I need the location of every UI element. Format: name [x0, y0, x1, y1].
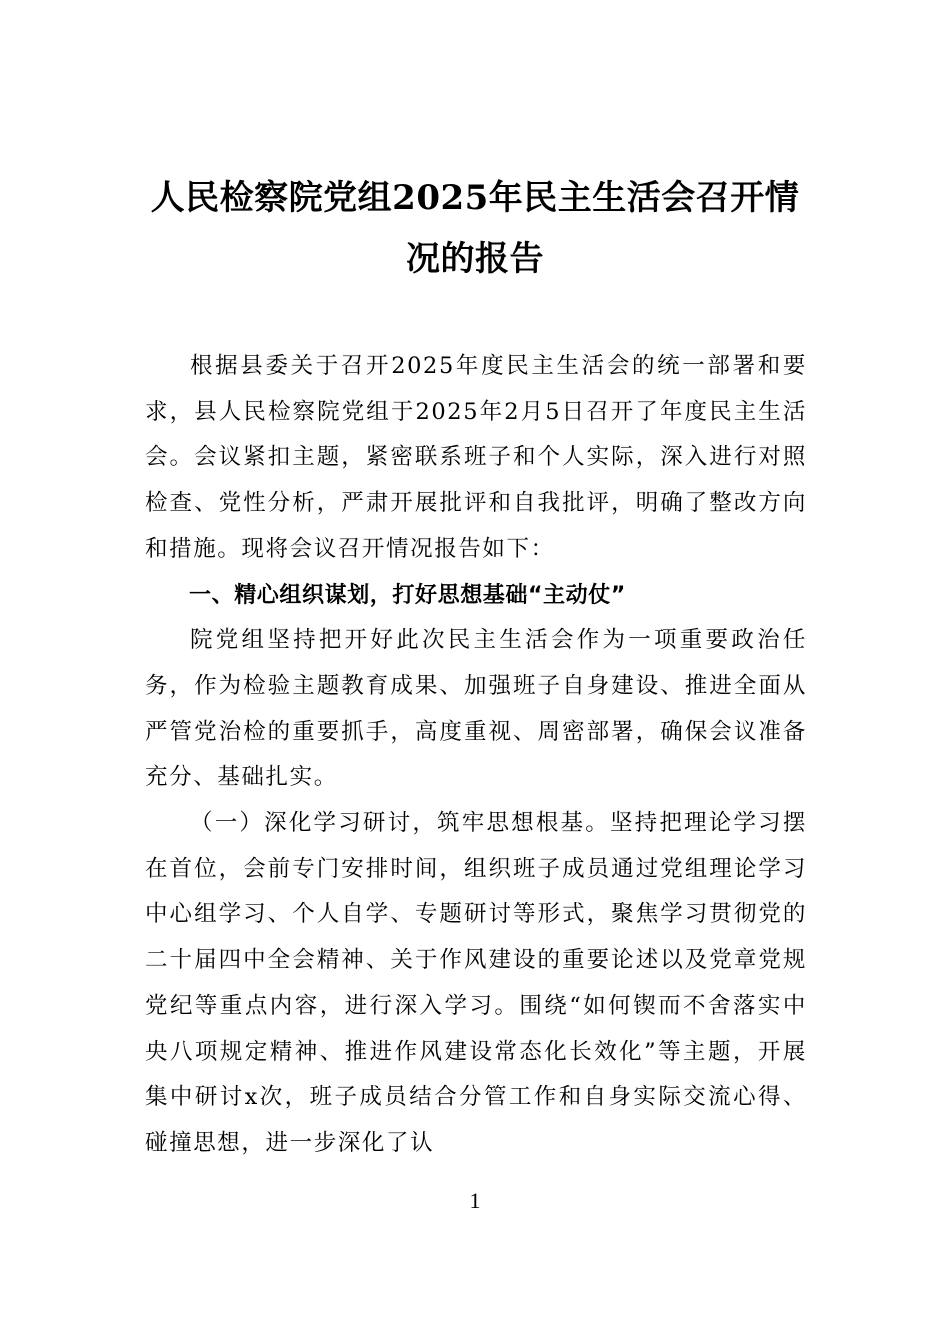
- subsection-paragraph: （一）深化学习研讨，筑牢思想根基。坚持把理论学习摆在首位，会前专门安排时间，组织班子成员通过党组理论学习中心组学习、个人自学、专题研讨等形式，聚焦学习贯彻党的二十届四中全会精神、关于作风建设的重要论述以及党章党规党纪等重点内容，进行深入学习。围绕“如何锲而不舍落实中央八项规定精神、推进作风建设常态化长效化”等主题，开展集中研讨x次，班子成员结合分管工作和自身实际交流心得、碰撞思想，进一步深化了认: [145, 810, 807, 1156]
- section-paragraph: 院党组坚持把开好此次民主生活会作为一项重要政治任务，作为检验主题教育成果、加强班子自身建设、推进全面从严管党治检的重要抓手，高度重视、周密部署，确保会议准备充分、基础扎实。: [145, 627, 807, 791]
- document-body: [145, 344, 807, 1167]
- document-title: 人民检察院党组2025年民主生活会召开情况的报告: [150, 178, 800, 279]
- page-number: 1: [469, 1188, 481, 1213]
- intro-paragraph: 根据县委关于召开2025年度民主生活会的统一部署和要求，县人民检察院党组于2025年2月5日召开了年度民主生活会。会议紧扣主题，紧密联系班子和个人实际，深入进行对照检查、党性分析，严肃开展批评和自我批评，明确了整改方向和措施。现将会议召开情况报告如下：: [145, 353, 807, 562]
- section-heading: 一、精心组织谋划，打好思想基础“主动仗”: [189, 582, 626, 608]
